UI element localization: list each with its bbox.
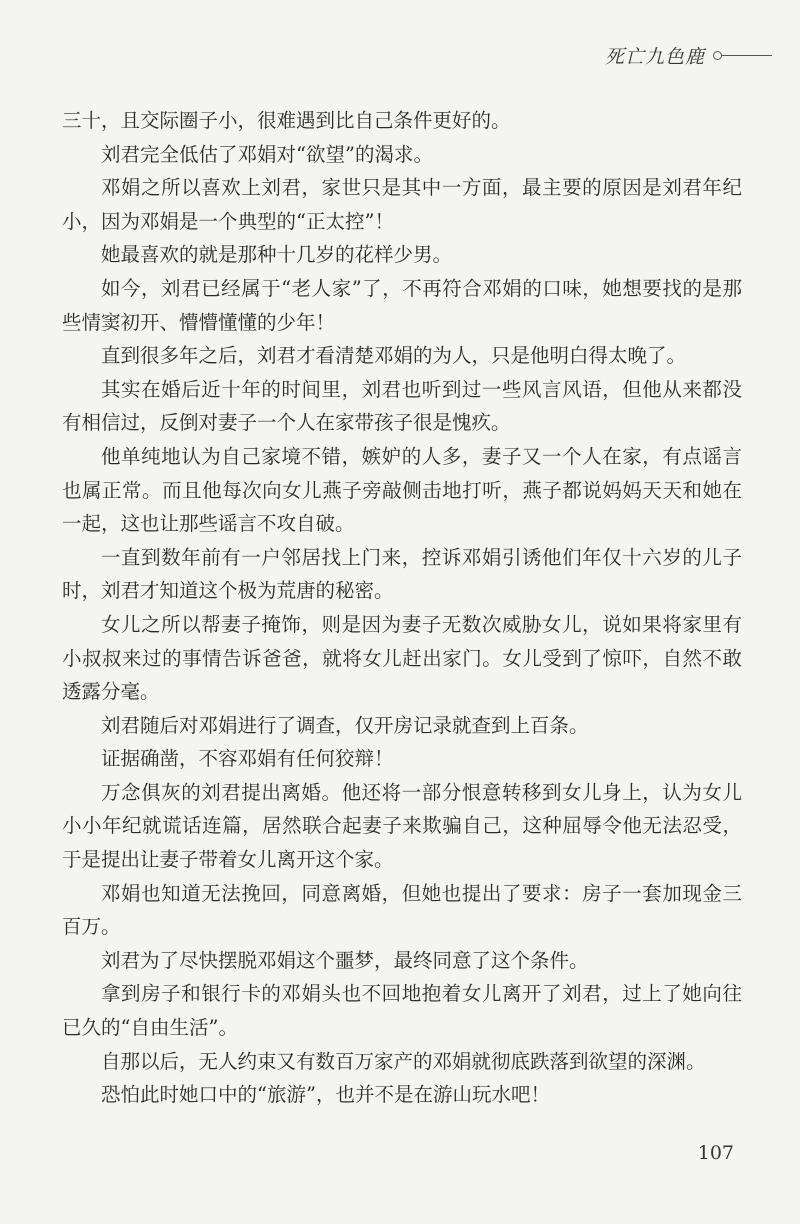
paragraph: 女儿之所以帮妻子掩饰，则是因为妻子无数次威胁女儿，说如果将家里有小叔叔来过的事情告诉爸爸，就将女儿赶出家门。女儿受到了惊吓，自然不敢透露分毫。 [62, 612, 742, 704]
body-text [62, 104, 742, 1112]
paragraph: 她最喜欢的就是那种十几岁的花样少男。 [101, 243, 453, 267]
running-header-title: 死亡九色鹿 [604, 45, 705, 68]
running-header [605, 40, 772, 70]
header-ornament-icon [713, 51, 772, 60]
paragraph: 刘君随后对邓娟进行了调查，仅开房记录就查到上百条。 [101, 713, 589, 737]
paragraph: 自那以后，无人约束又有数百万家产的邓娟就彻底跌落到欲望的深渊。 [101, 1049, 706, 1073]
header-rule [722, 55, 772, 56]
paragraph: 一直到数年前有一户邻居找上门来，控诉邓娟引诱他们年仅十六岁的儿子时，刘君才知道这个极为荒唐的秘密。 [62, 545, 742, 603]
paragraph: 如今，刘君已经属于“老人家”了，不再符合邓娟的口味，她想要找的是那些情窦初开、懵懵懂懂的少年！ [62, 276, 742, 334]
paragraph: 直到很多年之后，刘君才看清楚邓娟的为人，只是他明白得太晚了。 [101, 344, 687, 368]
paragraph: 刘君为了尽快摆脱邓娟这个噩梦，最终同意了这个条件。 [101, 948, 589, 972]
paragraph: 证据确凿，不容邓娟有任何狡辩！ [101, 747, 394, 771]
paragraph: 刘君完全低估了邓娟对“欲望”的渴求。 [101, 142, 433, 166]
paragraph: 其实在婚后近十年的时间里，刘君也听到过一些风言风语，但他从来都没有相信过，反倒对妻子一个人在家带孩子很是愧疚。 [62, 377, 742, 435]
paragraph: 拿到房子和银行卡的邓娟头也不回地抱着女儿离开了刘君，过上了她向往已久的“自由生活”。 [62, 982, 742, 1040]
header-ring-icon [713, 51, 722, 60]
paragraph: 邓娟也知道无法挽回，同意离婚，但她也提出了要求：房子一套加现金三百万。 [62, 881, 742, 939]
paragraph: 他单纯地认为自己家境不错，嫉妒的人多，妻子又一个人在家，有点谣言也属正常。而且他每次向女儿燕子旁敲侧击地打听，燕子都说妈妈天天和她在一起，这也让那些谣言不攻自破。 [62, 444, 742, 536]
page-number: 107 [697, 1142, 734, 1164]
paragraph: 恐怕此时她口中的“旅游”，也并不是在游山玩水吧！ [101, 1083, 550, 1107]
paragraph: 万念俱灰的刘君提出离婚。他还将一部分恨意转移到女儿身上，认为女儿小小年纪就谎话连篇，居然联合起妻子来欺骗自己，这种屈辱令他无法忍受，于是提出让妻子带着女儿离开这个家。 [62, 780, 742, 872]
paragraph: 三十，且交际圈子小，很难遇到比自己条件更好的。 [62, 109, 511, 132]
paragraph: 邓娟之所以喜欢上刘君，家世只是其中一方面，最主要的原因是刘君年纪小，因为邓娟是一个典型的“正太控”！ [62, 176, 742, 233]
